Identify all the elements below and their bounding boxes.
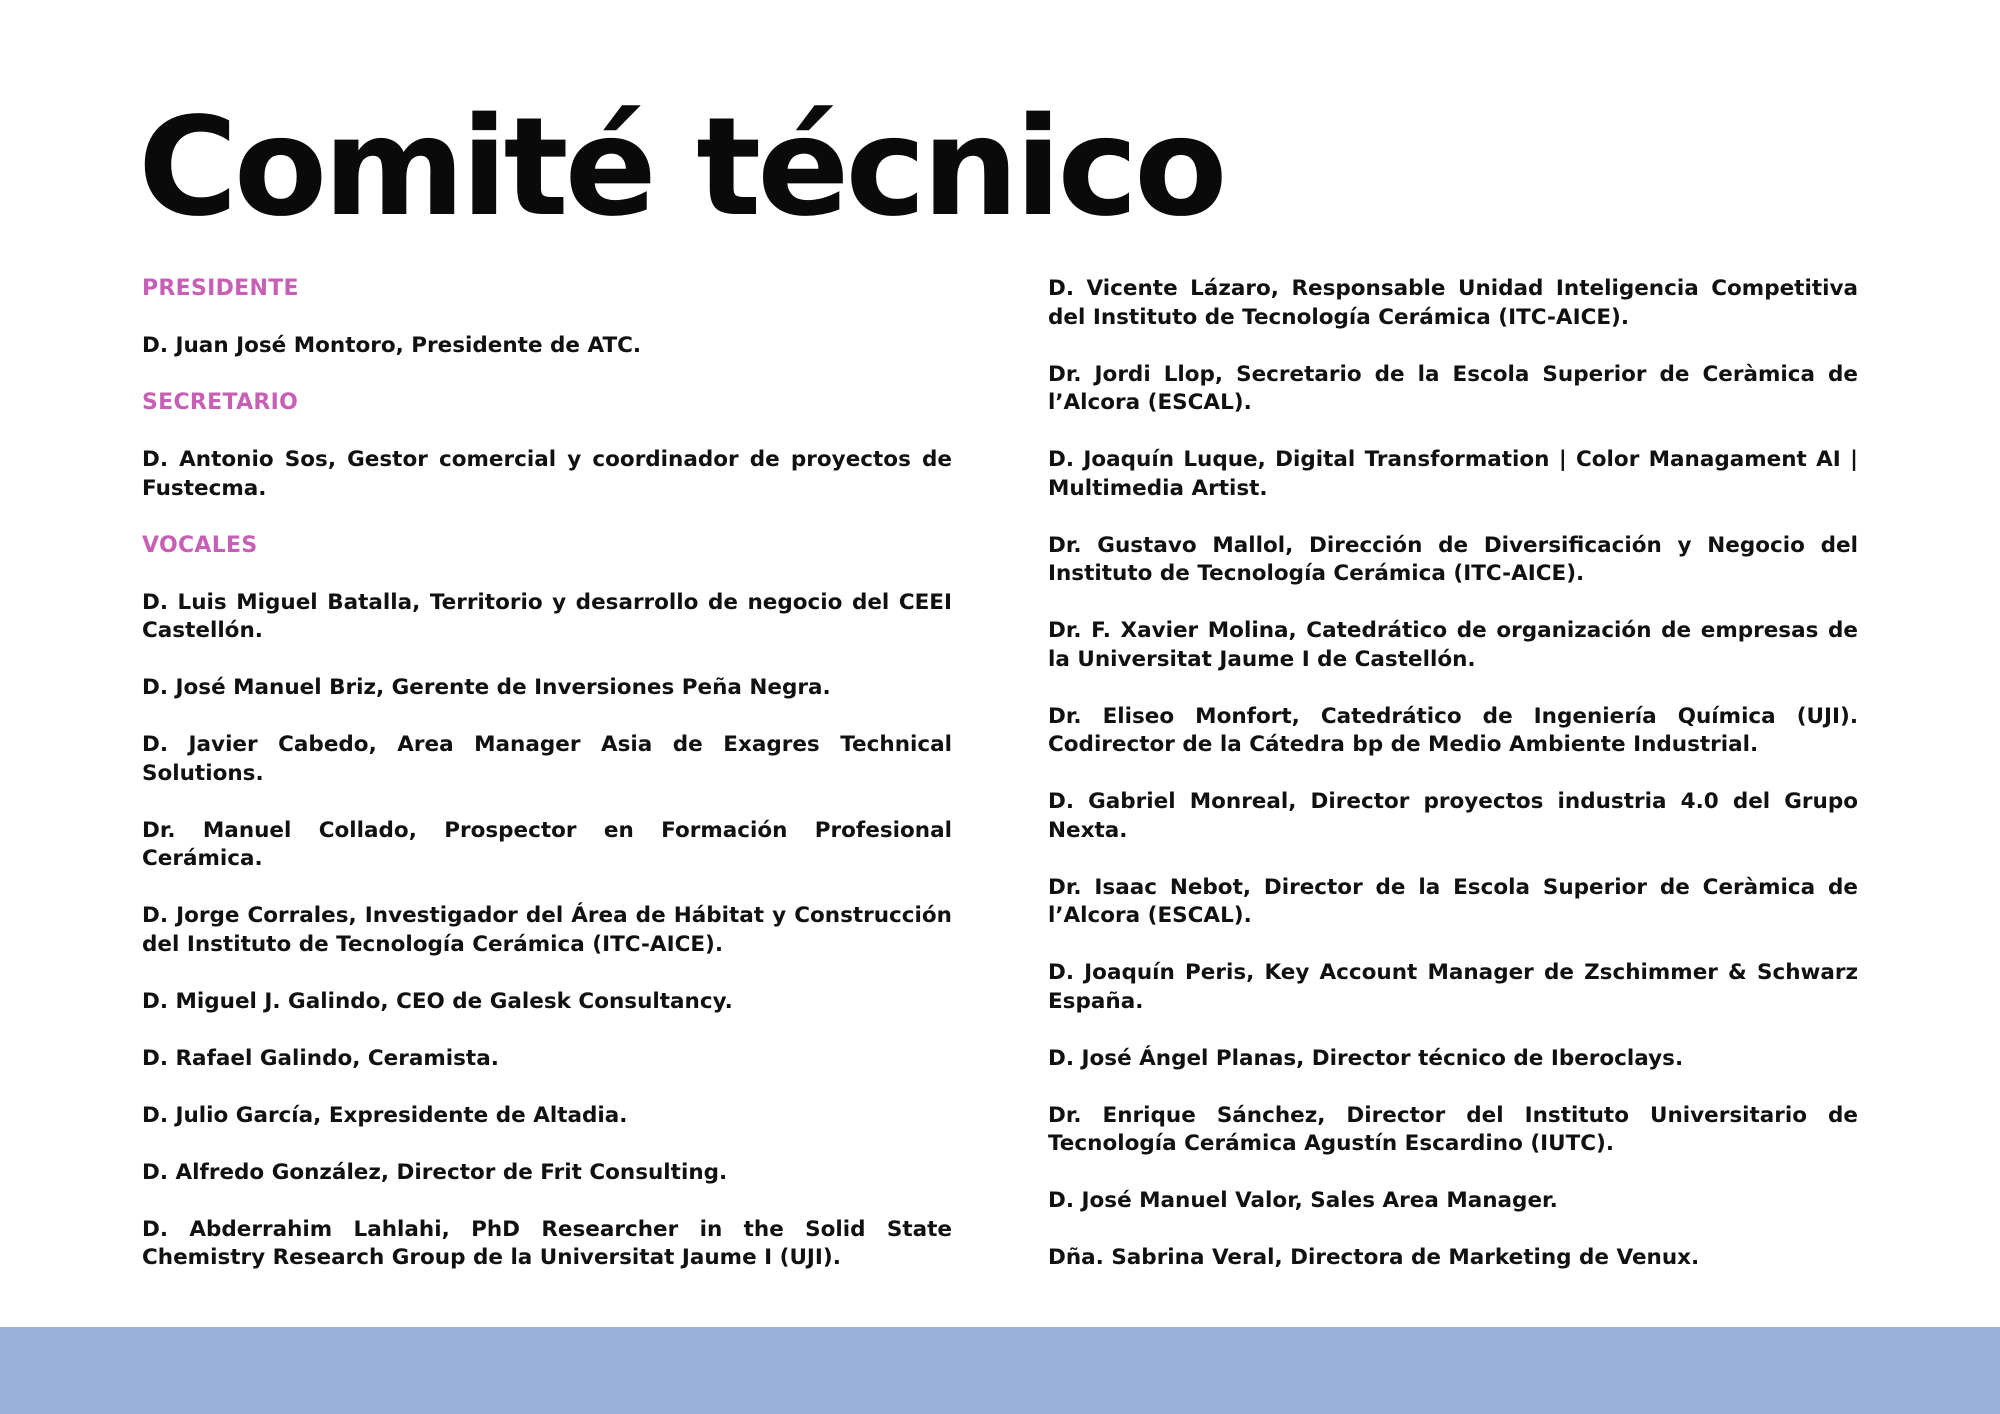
member-entry: Dr. Manuel Collado, Prospector en Formación Profesional Cerámica.: [142, 817, 952, 871]
member-entry: D. Alfredo González, Director de Frit Consulting.: [142, 1159, 728, 1185]
member-entry: D. Joaquín Peris, Key Account Manager de Zschimmer & Schwarz España.: [1048, 960, 1858, 1014]
member-entry: D. Julio García, Expresidente de Altadia.: [142, 1102, 628, 1128]
member-entry: D. Rafael Galindo, Ceramista.: [142, 1045, 499, 1071]
member-entry: D. José Manuel Briz, Gerente de Inversiones Peña Negra.: [142, 675, 831, 700]
page-title: Comité técnico: [138, 89, 1224, 247]
member-entry: Dr. Gustavo Mallol, Dirección de Diversificación y Negocio del Instituto de Tecnología Cerámica (ITC-AICE).: [1048, 532, 1858, 586]
vocales-heading: VOCALES: [142, 532, 258, 558]
member-entry: Dr. Eliseo Monfort, Catedrático de Ingeniería Química (UJI). Codirector de la Cátedra bp de Medio Ambiente Industrial.: [1048, 703, 1858, 757]
member-entry: D. Gabriel Monreal, Director proyectos industria 4.0 del Grupo Nexta.: [1048, 789, 1858, 843]
member-entry: Dr. Jordi Llop, Secretario de la Escola Superior de Ceràmica de l’Alcora (ESCAL).: [1048, 361, 1858, 415]
member-entry: D. Miguel J. Galindo, CEO de Galesk Consultancy.: [142, 988, 733, 1014]
member-entry: D. Abderrahim Lahlahi, PhD Researcher in the Solid State Chemistry Research Group de la Universitat Jaume I (UJI).: [142, 1216, 952, 1270]
member-entry: Dr. Isaac Nebot, Director de la Escola Superior de Ceràmica de l’Alcora (ESCAL).: [1048, 874, 1858, 928]
footer-band: [0, 1327, 2000, 1414]
member-entry: D. Luis Miguel Batalla, Territorio y desarrollo de negocio del CEEI Castellón.: [142, 589, 952, 643]
president-entry: D. Juan José Montoro, Presidente de ATC.: [142, 333, 642, 358]
member-entry: Dña. Sabrina Veral, Directora de Marketing de Venux.: [1048, 1245, 1700, 1270]
member-entry: D. Vicente Lázaro, Responsable Unidad Inteligencia Competitiva del Instituto de Tecnología Cerámica (ITC-AICE).: [1048, 276, 1858, 330]
member-entry: D. Javier Cabedo, Area Manager Asia de Exagres Technical Solutions.: [142, 732, 952, 786]
right-column: [1048, 275, 1858, 1301]
member-entry: D. José Manuel Valor, Sales Area Manager.: [1048, 1188, 1558, 1213]
president-heading: PRESIDENTE: [142, 276, 299, 301]
secretary-entry: D. Antonio Sos, Gestor comercial y coordinador de proyectos de Fustecma.: [142, 447, 952, 501]
member-entry: D. Jorge Corrales, Investigador del Área de Hábitat y Construcción del Instituto de Tecnología Cerámica (ITC-AICE).: [142, 903, 952, 957]
left-column: [142, 275, 952, 1301]
member-entry: D. Joaquín Luque, Digital Transformation | Color Managament AI | Multimedia Artist.: [1048, 447, 1858, 501]
member-entry: Dr. Enrique Sánchez, Director del Instituto Universitario de Tecnología Cerámica Agustín Escardino (IUTC).: [1048, 1102, 1858, 1156]
secretary-heading: SECRETARIO: [142, 390, 299, 415]
member-entry: D. José Ángel Planas, Director técnico de Iberoclays.: [1048, 1045, 1684, 1071]
member-entry: Dr. F. Xavier Molina, Catedrático de organización de empresas de la Universitat Jaume I de Castellón.: [1048, 618, 1858, 672]
